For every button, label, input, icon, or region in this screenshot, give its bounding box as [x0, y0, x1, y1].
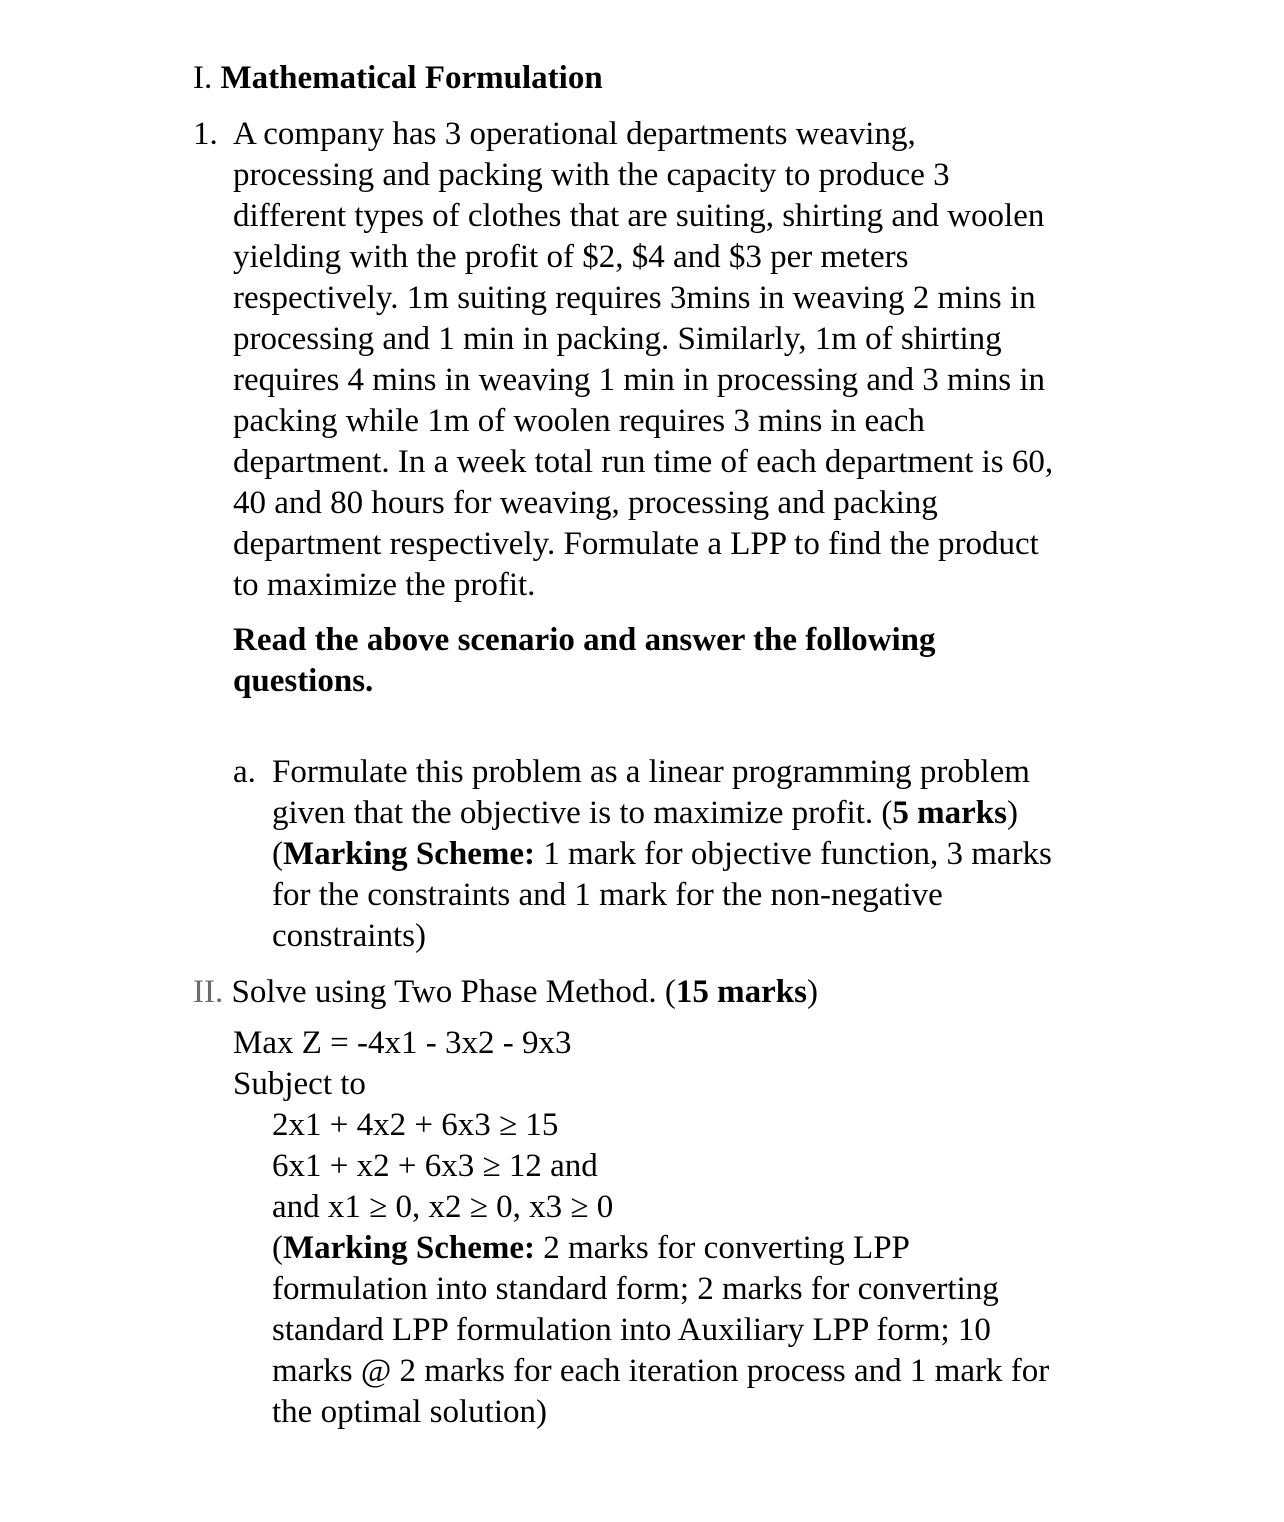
question-line: requires 4 mins in weaving 1 min in processing and 3 mins in: [233, 362, 1046, 398]
marks-badge: 15 marks: [675, 974, 807, 1010]
question-line: processing and packing with the capacity to produce 3: [233, 157, 950, 193]
section-heading-1: [193, 58, 603, 99]
question-line: 40 and 80 hours for weaving, processing and packing: [233, 485, 938, 521]
section-numeral: II.: [193, 974, 224, 1010]
instruction-line: Read the above scenario and answer the following: [233, 622, 936, 658]
scheme-line: the optimal solution): [272, 1394, 547, 1430]
section-heading-2: II. Solve using Two Phase Method. (15 marks): [193, 974, 818, 1010]
question-number: 1.: [193, 116, 218, 152]
constraint-line: 2x1 + 4x2 + 6x3 ≥ 15: [272, 1107, 559, 1143]
part-a-line: for the constraints and 1 mark for the non-negative: [272, 877, 943, 913]
constraint-line: 6x1 + x2 + 6x3 ≥ 12 and: [272, 1148, 598, 1184]
question-line: different types of clothes that are suiting, shirting and woolen: [233, 198, 1045, 234]
question-line: packing while 1m of woolen requires 3 mins in each: [233, 403, 925, 439]
question-line: to maximize the profit.: [233, 567, 536, 603]
subject-to-label: Subject to: [233, 1066, 366, 1102]
question-line: processing and 1 min in packing. Similarly, 1m of shirting: [233, 321, 1002, 357]
part-a-line: given that the objective is to maximize profit. (5 marks): [272, 795, 1019, 831]
question-line: respectively. 1m suiting requires 3mins in weaving 2 mins in: [233, 280, 1036, 316]
objective-function: Max Z = -4x1 - 3x2 - 9x3: [233, 1025, 572, 1061]
instruction-line: questions.: [233, 663, 374, 699]
question-line: department. In a week total run time of each department is 60,: [233, 444, 1054, 480]
part-a-line: constraints): [272, 918, 426, 954]
question-line: yielding with the profit of $2, $4 and $3 per meters: [233, 239, 909, 275]
question-line: A company has 3 operational departments weaving,: [233, 116, 916, 152]
marks-badge: 5 marks: [892, 795, 1008, 831]
marking-scheme-label: Marking Scheme:: [283, 836, 536, 872]
section-numeral: I.: [193, 60, 213, 96]
marking-scheme-label: Marking Scheme:: [283, 1230, 536, 1266]
question-line: department respectively. Formulate a LPP to find the product: [233, 526, 1039, 562]
scheme-line: marks @ 2 marks for each iteration process and 1 mark for: [272, 1353, 1050, 1389]
scheme-line: formulation into standard form; 2 marks for converting: [272, 1271, 999, 1307]
part-a-label: a.: [233, 754, 256, 790]
part-a-line: Formulate this problem as a linear programming problem: [272, 754, 1030, 790]
constraint-line: and x1 ≥ 0, x2 ≥ 0, x3 ≥ 0: [272, 1189, 614, 1225]
section-title: Mathematical Formulation: [220, 60, 603, 96]
part-a-line: (Marking Scheme: 1 mark for objective function, 3 marks: [272, 836, 1052, 872]
scheme-line: (Marking Scheme: 2 marks for converting LPP: [272, 1230, 910, 1266]
scheme-line: standard LPP formulation into Auxiliary LPP form; 10: [272, 1312, 991, 1348]
